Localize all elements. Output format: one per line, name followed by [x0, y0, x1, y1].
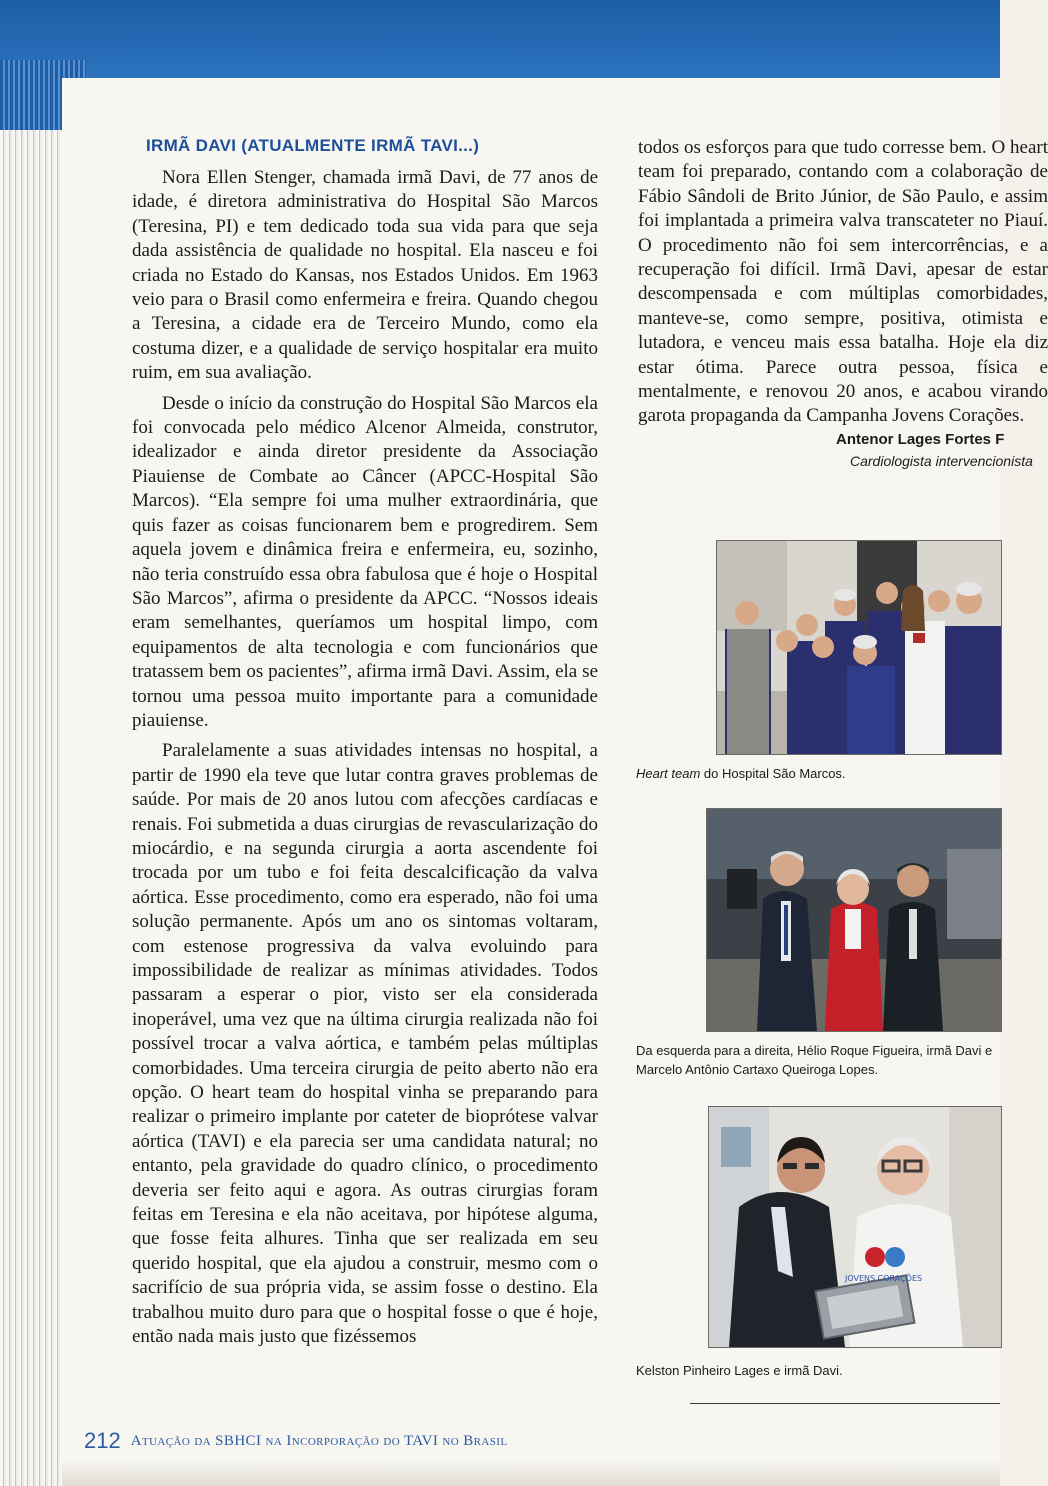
page-number: 212	[84, 1428, 121, 1453]
top-color-band	[0, 0, 1000, 78]
caption-award: Kelston Pinheiro Lages e irmã Davi.	[636, 1363, 843, 1378]
left-column	[132, 166, 598, 1350]
paragraph-2: Desde o início da construção do Hospital São Marcos ela foi convocada pelo médico Alcenor Almeida, construtor, idealizador e ainda diretor presidente da Associação Piauiense de Combate ao Câncer (APCC-Hospital São Marcos). “Ela sempre foi uma mulher extraordinária, que quis fazer as coisas funcionarem bem e progredirem. Sem aquela jovem e dinâmica freira e enfermeira, eu, sozinho, não teria construído essa obra fabulosa que é hoje o Hospital São Marcos”, afirma o presidente da APCC. “Nossos ideais eram semelhantes, queríamos um hospital limpo, com equipamentos de alta tecnologia e com funcionários que tratassem bem os pacientes”, afirma irmã Davi. Assim, ela se tornou uma pessoa muito importante para a comunidade piauiense.	[132, 392, 598, 731]
caption-heart-team	[636, 764, 1000, 783]
author-signature	[836, 429, 1033, 473]
bottom-shadow	[62, 1460, 1000, 1486]
author-role: Cardiologista intervencionista	[850, 453, 1033, 469]
caption-line-1: Da esquerda para a direita, Hélio Roque Figueira, irmã Davi e	[636, 1043, 993, 1058]
right-column	[638, 136, 1048, 436]
caption-italic: Heart team	[636, 766, 701, 781]
running-title: Atuação da SBHCI na Incorporação do TAVI no Brasil	[130, 1432, 508, 1449]
plaque-text: JOVENS CORAÇÕES	[845, 1274, 923, 1283]
paragraph-4: todos os esforços para que tudo corresse bem. O heart team foi preparado, contando com a colaboração de Fábio Sândoli de Brito Júnior, de São Paulo, e assim foi implantada a primeira valva transcateter no Piauí. O procedimento não foi sem intercorrências, e a recuperação foi difícil. Irmã Davi, apesar de estar descompensada e com múltiplas comorbidades, manteve-se, como sempre, positiva, otimista e lutadora, e venceu mais essa batalha. Hoje ela diz estar ótima. Parece outra pessoa, física e mentalmente, e renovou 20 anos, e acabou virando garota propaganda da Campanha Jovens Corações.	[638, 137, 1048, 427]
section-heading: IRMÃ DAVI (ATUALMENTE IRMÃ TAVI...)	[146, 136, 480, 155]
caption-line-2: Marcelo Antônio Cartaxo Queiroga Lopes.	[636, 1062, 879, 1077]
paragraph-3: Paralelamente a suas atividades intensas no hospital, a partir de 1990 ela teve que lutar contra graves problemas de saúde. Por mais de 20 anos lutou com afecções cardíacas e renais. Foi submetida a duas cirurgias de revascularização do miocárdio, e na segunda cirurgia a aorta ascendente foi trocada por um tubo e foi feita descalcificação da valva aórtica. Esse procedimento, como era esperado, não foi uma solução permanente. Após um ano os sintomas voltaram, com estenose progressiva da valva evoluindo para impossibilidade de realizar as mínimas atividades. Todos passaram a esperar o pior, visto ser ela considerada inoperável, uma vez que na última cirurgia realizada não foi possível trocar a valva aórtica, e também pelas múltiplas comorbidades. Uma terceira cirurgia de peito aberto não era opção. O heart team do hospital vinha se preparando para realizar o primeiro implante por cateter de bioprótese valvar aórtica (TAVI) e ela parecia ser uma candidata natural; no entanto, pela gravidade do quadro clínico, o procedimento deveria ser feito aqui e agora. As outras cirurgias foram feitas em Teresina e ela não aceitava, por hipótese alguma, que fosse feita alhures. Tinha que ser realizada em seu querido hospital, que ela ajudou a construir, mesmo com o sacrifício de sua própria vida, se assim fosse o destino. Ela trabalhou muito duro para que o hospital fosse o que é hoje, então nada mais justo que fizéssemos	[132, 740, 598, 1348]
paragraph-1: Nora Ellen Stenger, chamada irmã Davi, de 77 anos de idade, é diretora administrativa do Hospital São Marcos (Teresina, PI) e tem dedicado toda sua vida para que seja dada assistência de qualidade no hospital. Ela nasceu e foi criada no Estado do Kansas, nos Estados Unidos. Em 1963 veio para o Brasil como enfermeira e freira. Quando chegou a Teresina, a cidade era de Terceiro Mundo, como ela costuma dizer, e a qualidade de serviço hospitalar era muito ruim, em sua avaliação.	[132, 167, 598, 384]
caption-text: do Hospital São Marcos.	[700, 766, 846, 781]
end-rule	[690, 1403, 1000, 1404]
photo-award	[708, 1106, 1002, 1348]
page-footer	[84, 1428, 644, 1454]
caption-three-people	[636, 1041, 1000, 1079]
photo-heart-team	[716, 540, 1002, 755]
photo-three-people	[706, 808, 1002, 1032]
author-name: Antenor Lages Fortes F	[836, 431, 1005, 448]
